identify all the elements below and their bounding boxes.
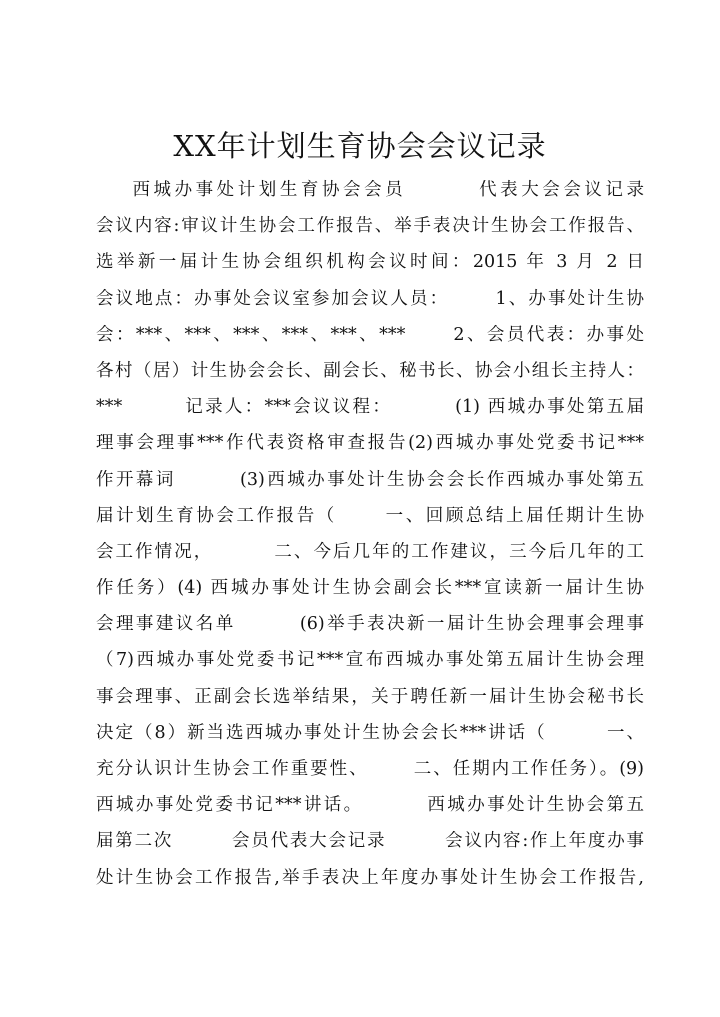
document-body	[96, 172, 644, 896]
text-line: 作任务）(4) 西城办事处计生协会副会长***宣读新一届计生协	[96, 578, 644, 599]
text-line: 西城办事处计划生育协会会员 代表大会会议记录	[96, 180, 644, 200]
text-line: *** 记录人：***会议议程： (1) 西城办事处第五届	[96, 397, 644, 418]
text-line: 事会理事、正副会长选举结果，关于聘任新一届计生协会秘书长	[96, 686, 644, 707]
text-line: 选举新一届计生协会组织机构会议时间：2015 年 3 月 2 日	[96, 252, 644, 273]
text-line: 理事会理事***作代表资格审查报告(2)西城办事处党委书记***	[96, 433, 644, 454]
text-line: 西城办事处党委书记***讲话。 西城办事处计生协会第五	[96, 795, 644, 816]
text-line: 各村（居）计生协会会长、副会长、秘书长、协会小组长主持人：	[96, 360, 644, 381]
text-line: 会理事建议名单 (6)举手表决新一届计生协会理事会理事	[96, 614, 644, 635]
text-line: 届计划生育协会工作报告（ 一、回顾总结上届任期计生协	[96, 505, 644, 526]
text-line: 届第二次 会员代表大会记录 会议内容:作上年度办事	[96, 831, 644, 852]
text-line: 会：***、***、***、***、***、*** 2、会员代表：办事处	[96, 324, 644, 345]
text-line: 会议地点：办事处会议室参加会议人员： 1、办事处计生协	[96, 288, 644, 309]
text-line: （7)西城办事处党委书记***宣布西城办事处第五届计生协会理	[96, 650, 644, 671]
text-line: 作开幕词 (3)西城办事处计生协会会长作西城办事处第五	[96, 469, 644, 490]
text-line: 会议内容:审议计生协会工作报告、举手表决计生协会工作报告、	[96, 216, 644, 237]
text-line: 处计生协会工作报告,举手表决上年度办事处计生协会工作报告,	[96, 867, 644, 888]
document-title: XX年计划生育协会会议记录	[173, 129, 547, 163]
text-line: 充分认识计生协会工作重要性、 二、任期内工作任务）。(9)	[96, 759, 644, 779]
text-line: 决定（8）新当选西城办事处计生协会会长***讲话（ 一、	[96, 722, 644, 743]
text-line: 会工作情况， 二、今后几年的工作建议，三今后几年的工	[96, 541, 644, 562]
